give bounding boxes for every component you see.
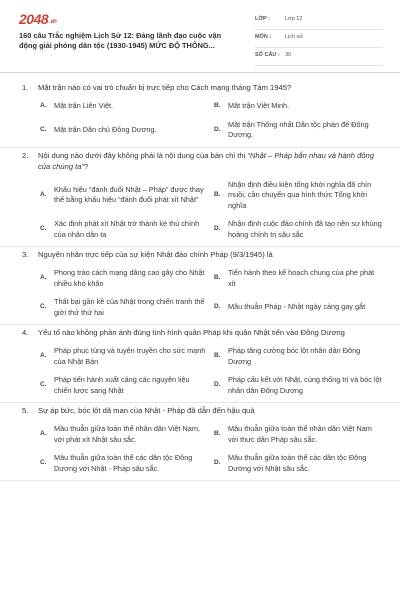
meta-class-value: Lớp 12 — [285, 16, 303, 22]
answer-option[interactable] — [214, 268, 388, 289]
answer-text: Pháp cấu kết với Nhật, cùng thống trị và bóc lột nhân dân Đông Dương — [228, 375, 382, 395]
question-block — [0, 80, 400, 148]
question-stem: Nội dung nào dưới đây không phải là nội dung của bản chỉ thị — [38, 150, 248, 160]
answer-letter: D. — [214, 381, 221, 389]
answer-text: Khẩu hiệu “đánh đuổi Nhật – Pháp” được thay thế bằng khẩu hiệu “đánh đuổi phát xít Nhật” — [54, 184, 204, 205]
question-text — [22, 82, 376, 93]
answer-text: Nhận định cuộc đảo chính đã tạo nên sự khủng hoảng chính trị sâu sắc — [228, 219, 382, 239]
answer-text: Mâu thuẫn Pháp - Nhật ngày càng gay gắt — [228, 302, 366, 312]
answer-text: Mâu thuẫn giữa toàn thể nhân dân Việt Nam, với phát xít Nhật sâu sắc. — [54, 424, 200, 444]
answer-letter: C. — [40, 381, 47, 389]
answer-option[interactable] — [40, 219, 214, 240]
question-stem: Mặt trận nào có vai trò chuẩn bị trực tiếp cho Cách mạng tháng Tám 1945? — [38, 83, 292, 92]
question-number: 4. — [22, 328, 29, 337]
answer-option[interactable] — [40, 375, 214, 396]
answer-option[interactable] — [40, 453, 214, 474]
answer-text: Xác định phát xít Nhật trở thành kẻ thù chính của nhân dân ta — [54, 219, 200, 239]
answer-letter: D. — [214, 459, 221, 467]
answer-text: Mặt trận Dân chủ Đông Dương. — [54, 124, 157, 134]
answer-option[interactable] — [40, 268, 214, 289]
answer-options — [40, 346, 400, 396]
question-stem: Nguyên nhân trực tiếp của sự kiện Nhật đảo chính Pháp (9/3/1945) là — [38, 250, 273, 259]
answer-option[interactable] — [214, 120, 388, 141]
answer-option[interactable] — [214, 101, 388, 112]
answer-text: Pháp tăng cường bóc lột nhân dân Đông Dương — [228, 346, 361, 366]
question-block — [0, 148, 400, 248]
answer-option[interactable] — [40, 346, 214, 367]
answer-letter: C. — [40, 125, 47, 133]
answer-letter: C. — [40, 225, 47, 233]
answer-letter: B. — [214, 191, 221, 198]
answer-letter: A. — [40, 191, 47, 198]
answer-option[interactable] — [214, 375, 388, 396]
answer-letter: D. — [214, 225, 221, 233]
question-block — [0, 247, 400, 325]
answer-options — [40, 268, 400, 318]
answer-option[interactable] — [214, 297, 388, 318]
meta-subject-row — [255, 30, 383, 48]
logo-suffix: .vn — [49, 19, 57, 25]
question-number: 3. — [22, 250, 29, 259]
answer-text: Mặt trận Thống nhất Dân tộc phản đế Đông Dương. — [228, 119, 369, 139]
question-text — [22, 327, 376, 338]
answer-option[interactable] — [214, 180, 388, 212]
answer-letter: A. — [40, 352, 47, 360]
meta-class-row — [255, 12, 383, 30]
question-block — [0, 325, 400, 403]
answer-letter: B. — [214, 352, 221, 360]
answer-option[interactable] — [40, 101, 214, 112]
answer-text: Mâu thuẫn giữa toàn thể các dân tộc Đông Dương với Nhật sâu sắc. — [228, 453, 367, 473]
answer-text: Nhận định điều kiện tổng khởi nghĩa đã chín muồi, cần chuyển qua hình thức Tổng khởi nghĩa — [228, 179, 372, 210]
header-divider — [0, 72, 400, 73]
question-number: 1. — [22, 83, 29, 92]
answer-letter: B. — [214, 430, 221, 438]
answer-text: Mặt trận Liên Việt. — [54, 101, 114, 110]
page-header — [0, 0, 400, 68]
answer-text: Thất bại gần kề của Nhật trong chiến tranh thế giới thứ thứ hai — [54, 297, 205, 317]
answer-text: Phong trào cách mạng dâng cao gây cho Nhật nhiều khó khăn — [54, 268, 205, 288]
answer-text: Tiến hành theo kế hoạch chung của phe phát xít — [228, 268, 375, 288]
answer-option[interactable] — [40, 180, 214, 212]
meta-class-key: LỚP : — [255, 16, 270, 22]
meta-count-row — [255, 48, 383, 66]
site-logo[interactable] — [19, 11, 56, 27]
answer-text: Mặt trận Việt Minh. — [228, 101, 290, 110]
meta-count-value: 30 — [285, 52, 292, 58]
question-stem: Sự áp bức, bóc lột dã man của Nhật - Pháp đã dẫn đến hậu quả — [38, 406, 255, 415]
document-title: 160 câu Trắc nghiệm Lịch Sử 12: Đảng lãnh đạo cuộc vận động giải phóng dân tộc (1930-1945) MỨC ĐỘ THÔNG... — [19, 31, 222, 50]
question-stem-end: ? — [84, 161, 89, 171]
answer-option[interactable] — [40, 297, 214, 318]
answer-text: Pháp tiến hành xuất cảng các nguyên liệu chiến lược sang Nhật — [54, 375, 190, 395]
answer-letter: A. — [40, 102, 47, 109]
answer-option[interactable] — [214, 424, 388, 445]
question-stem-italic: “Nhật – Pháp bắn nhau và hành động của chúng ta” — [38, 150, 375, 171]
answer-letter: C. — [40, 303, 47, 311]
question-number: 5. — [22, 406, 29, 415]
answer-text: Mâu thuẫn giữa toàn thể các dân tộc Đông Dương với Nhật - Pháp sâu sắc. — [54, 453, 193, 473]
answer-letter: D. — [214, 303, 221, 311]
question-list — [0, 80, 400, 481]
answer-option[interactable] — [214, 453, 388, 474]
logo-text: 2048 — [19, 11, 49, 27]
answer-text: Mâu thuẫn giữa toàn thể nhân dân Việt Nam với thực dân Pháp sâu sắc. — [228, 424, 372, 444]
question-block — [0, 403, 400, 481]
question-number: 2. — [22, 150, 29, 160]
question-text — [22, 405, 376, 416]
answer-letter: B. — [214, 274, 221, 282]
question-stem: Yếu tố nào không phản ánh đúng tình hình quân Pháp khi quân Nhật tiến vào Đông Dương — [38, 328, 345, 337]
answer-letter: A. — [40, 274, 47, 282]
answer-letter: C. — [40, 459, 47, 467]
answer-options — [40, 424, 400, 474]
answer-option[interactable] — [214, 219, 388, 240]
answer-option[interactable] — [214, 346, 388, 367]
answer-options — [40, 101, 400, 141]
answer-options — [40, 180, 400, 241]
meta-subject-value: Lịch sử — [285, 34, 304, 40]
answer-letter: B. — [214, 102, 221, 109]
question-text — [22, 150, 376, 172]
answer-letter: D. — [214, 125, 221, 133]
answer-letter: A. — [40, 430, 47, 438]
meta-subject-key: MÔN : — [255, 34, 272, 40]
answer-option[interactable] — [40, 120, 214, 141]
question-text — [22, 249, 376, 260]
answer-text: Pháp phục tùng và tuyên truyền cho sức mạnh của Nhật Bản — [54, 346, 206, 366]
document-meta — [255, 12, 383, 66]
answer-option[interactable] — [40, 424, 214, 445]
meta-count-key: SỐ CÂU : — [255, 52, 280, 58]
